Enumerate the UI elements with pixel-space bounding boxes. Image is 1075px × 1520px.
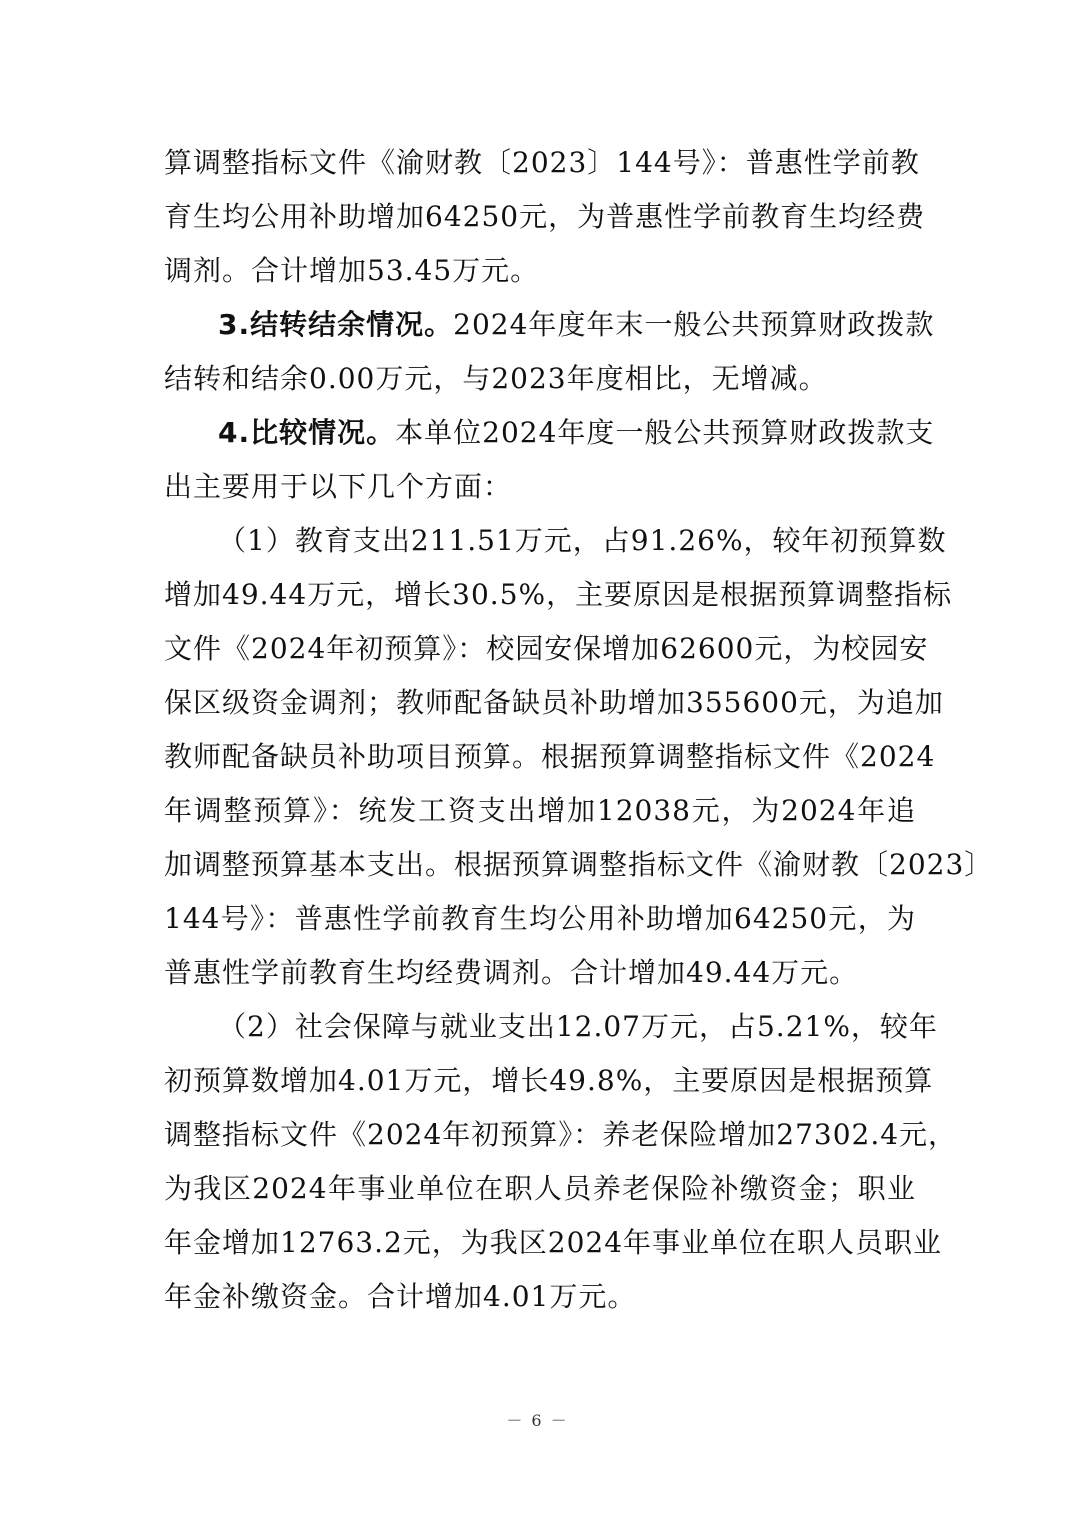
text-run: 2024年度年末一般公共预算财政拨款: [453, 308, 935, 341]
text-line: 普惠性学前教育生均经费调剂。合计增加49.44万元。: [164, 956, 859, 989]
carryover-paragraph-first-line: [218, 305, 935, 345]
text-line: 为我区2024年事业单位在职人员养老保险补缴资金；职业: [164, 1172, 916, 1205]
text-line: 出主要用于以下几个方面：: [164, 470, 513, 503]
text-line: 结转和结余0.00万元，与2023年度相比，无增减。: [164, 362, 828, 395]
text-line: 年金补缴资金。合计增加4.01万元。: [164, 1280, 637, 1313]
text-line: 增加49.44万元，增长30.5%，主要原因是根据预算调整指标: [164, 578, 953, 611]
text-line: 算调整指标文件《渝财教〔2023〕144号》：普惠性学前教: [164, 146, 920, 179]
text-line: 文件《2024年初预算》：校园安保增加62600元，为校园安: [164, 632, 929, 665]
text-line: 144号》：普惠性学前教育生均公用补助增加64250元，为: [164, 902, 916, 935]
text-line: 调整指标文件《2024年初预算》：养老保险增加27302.4元，: [164, 1118, 958, 1151]
text-line: 初预算数增加4.01万元，增长49.8%，主要原因是根据预算: [164, 1064, 934, 1097]
text-line: （1）教育支出211.51万元，占91.26%，较年初预算数: [218, 524, 947, 557]
text-line: 教师配备缺员补助项目预算。根据预算调整指标文件《2024: [164, 740, 936, 773]
text-line: 保区级资金调剂；教师配备缺员补助增加355600元，为追加: [164, 686, 944, 719]
text-line: （2）社会保障与就业支出12.07万元，占5.21%，较年: [218, 1010, 938, 1043]
text-line: 育生均公用补助增加64250元，为普惠性学前教育生均经费: [164, 200, 926, 233]
carryover-heading: 3.结转结余情况。: [218, 308, 454, 341]
text-line: 调剂。合计增加53.45万元。: [164, 254, 540, 287]
text-line: 年调整预算》：统发工资支出增加12038元，为2024年追: [164, 794, 916, 827]
comparison-heading: 4.比较情况。: [218, 416, 396, 449]
text-run: 本单位2024年度一般公共预算财政拨款支: [395, 416, 935, 449]
text-line: 年金增加12763.2元，为我区2024年事业单位在职人员职业: [164, 1226, 943, 1259]
page-number: － 6 －: [506, 1411, 569, 1430]
text-line: 加调整预算基本支出。根据预算调整指标文件《渝财教〔2023〕: [164, 848, 994, 881]
comparison-paragraph-first-line: [218, 413, 935, 453]
